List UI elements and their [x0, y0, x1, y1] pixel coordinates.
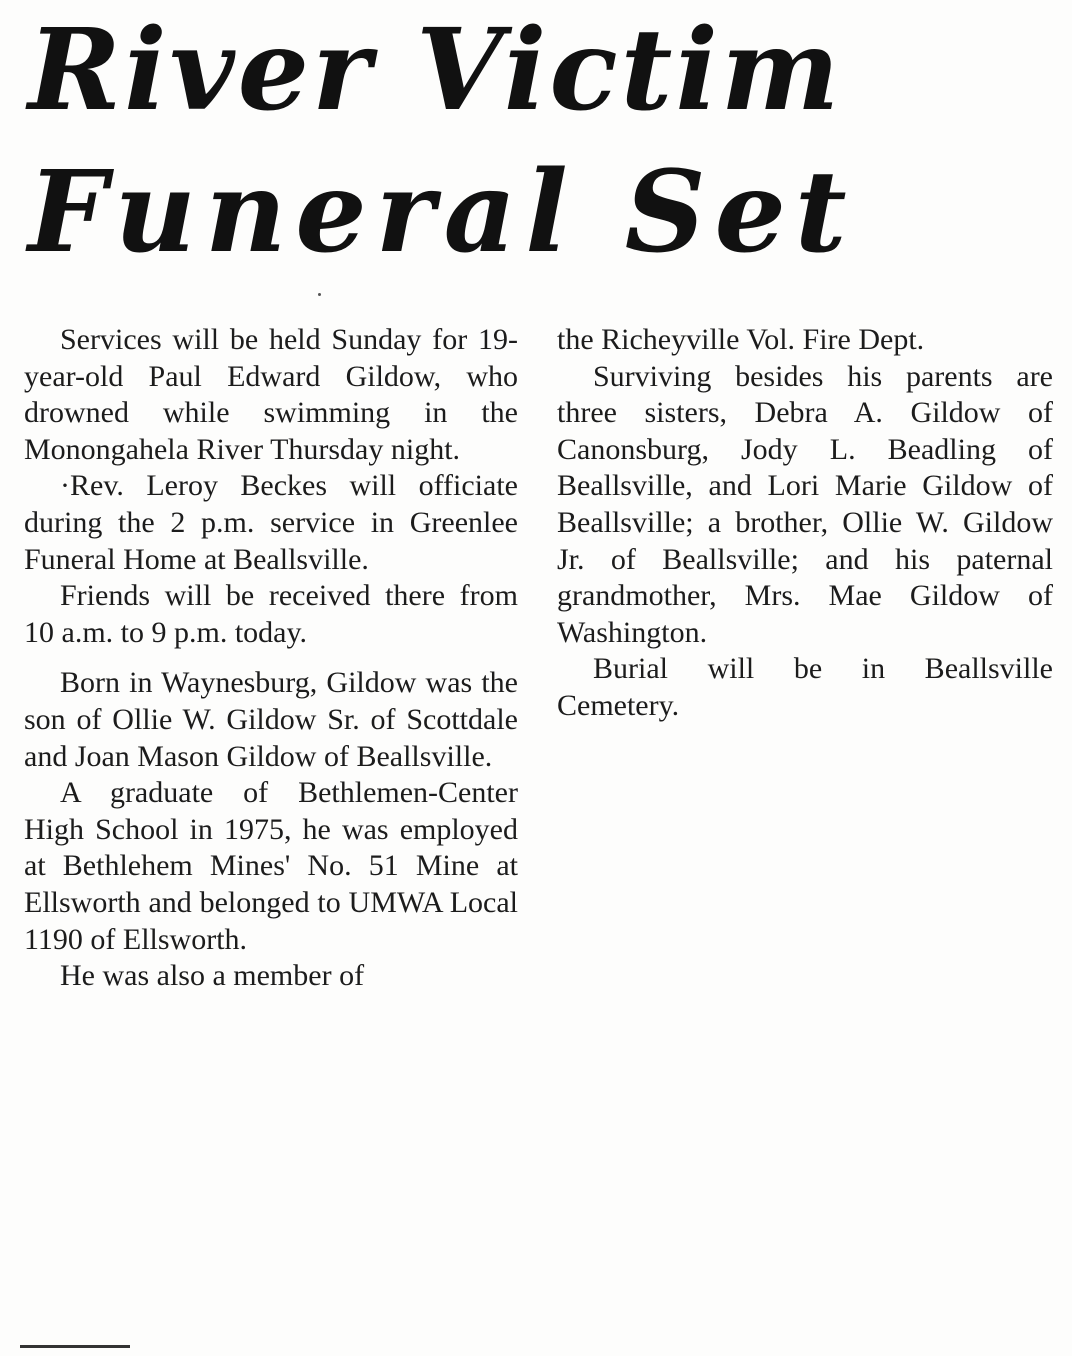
paragraph-survivors: Surviving besides his parents are three sisters, Debra A. Gildow of Canonsburg, Jody L. Beadling of Beallsville, and Lori Marie Gildow of Beallsville; a brother, Ollie W. Gildow Jr. of Beallsville; and his paternal grandmother, Mrs. Mae Gildow of Washington. — [557, 359, 1053, 649]
paragraph-burial: Burial will be in Beallsville Cemetery. — [557, 652, 1053, 722]
bottom-rule — [20, 1345, 130, 1348]
article-column-right — [557, 322, 1053, 725]
article-column-left — [24, 322, 518, 995]
headline-line-1: River Victim — [28, 5, 843, 136]
paragraph-employment: A graduate of Bethlemen-Center High School in 1975, he was employed at Bethlehem Mines' No. 51 Mine at Ellsworth and belonged to UMWA Local 1190 of Ellsworth. — [24, 776, 518, 956]
headline-line-2: Funeral Set — [28, 147, 856, 278]
print-speck — [318, 293, 321, 296]
paragraph-officiant: ·Rev. Leroy Beckes will officiate during the 2 p.m. service in Greenlee Funeral Home at Beallsville. — [24, 469, 518, 576]
paragraph-services: Services will be held Sunday for 19-year-old Paul Edward Gildow, who drowned while swimming in the Monongahela River Thursday night. — [24, 323, 518, 466]
paragraph-birth: Born in Waynesburg, Gildow was the son of Ollie W. Gildow Sr. of Scottdale and Joan Mason Gildow of Beallsville. — [24, 666, 518, 773]
paragraph-visitation: Friends will be received there from 10 a.m. to 9 p.m. today. — [24, 579, 518, 649]
headline — [28, 0, 856, 284]
paragraph-membership: He was also a member of — [60, 959, 365, 993]
paragraph-membership-continued: the Richeyville Vol. Fire Dept. — [557, 323, 925, 356]
